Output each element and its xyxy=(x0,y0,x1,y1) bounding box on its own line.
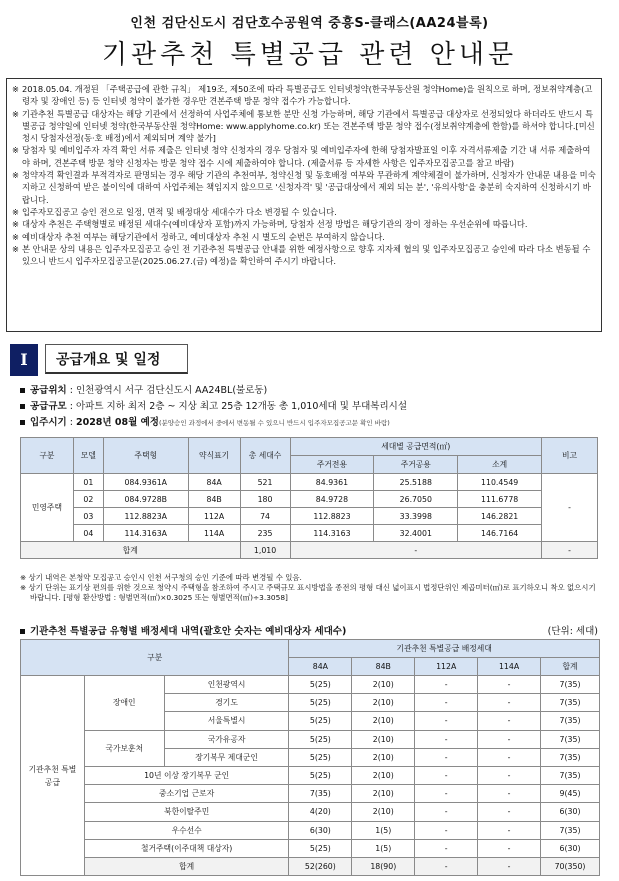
table-row xyxy=(21,525,598,542)
table-cell: 1(5) xyxy=(352,839,415,857)
table-cell: 02 xyxy=(73,491,103,508)
table-cell: 7(35) xyxy=(541,766,600,784)
supply-table xyxy=(20,437,598,559)
table-cell: - xyxy=(478,694,541,712)
table-cell: 110.4549 xyxy=(458,474,542,491)
table-cell: 114A xyxy=(188,525,240,542)
table-row xyxy=(21,508,598,525)
table-cell: 112A xyxy=(188,508,240,525)
table-cell: - xyxy=(542,542,598,559)
table-cell: - xyxy=(415,712,478,730)
table-cell: 84.9728 xyxy=(290,491,374,508)
table-cell: 서울특별시 xyxy=(164,712,289,730)
section-label: 공급개요 및 일정 xyxy=(45,344,188,374)
table-cell: 01 xyxy=(73,474,103,491)
table-cell: 84.9361 xyxy=(290,474,374,491)
table-cell: 33.3998 xyxy=(374,508,458,525)
table-cell: 25.5188 xyxy=(374,474,458,491)
table-cell: - xyxy=(478,730,541,748)
overview-scale: 공급규모 : 아파트 지하 최저 2층 ~ 지상 최고 25층 12개동 총 1,010세대 및 부대복리시설 xyxy=(20,399,407,415)
table-cell: 84A xyxy=(188,474,240,491)
table-cell: 6(30) xyxy=(541,803,600,821)
table-cell: 10년 이상 장기복무 군인 xyxy=(84,766,289,784)
table-cell: - xyxy=(478,766,541,784)
table-cell: 5(25) xyxy=(289,730,352,748)
table-cell: 장기복무 제대군인 xyxy=(164,748,289,766)
table-cell: 2(10) xyxy=(352,676,415,694)
table-cell: - xyxy=(478,785,541,803)
table-row xyxy=(21,474,598,491)
table-cell: - xyxy=(415,730,478,748)
document-title: 기관추천 특별공급 관련 안내문 xyxy=(101,40,518,70)
table-cell: 112.8823 xyxy=(290,508,374,525)
table-row xyxy=(21,821,600,839)
table-cell: - xyxy=(415,821,478,839)
table-cell: 26.7050 xyxy=(374,491,458,508)
table-cell: 1(5) xyxy=(352,821,415,839)
table-cell: 경기도 xyxy=(164,694,289,712)
table-cell: 6(30) xyxy=(541,839,600,857)
table-header-cell: 모델 xyxy=(73,438,103,474)
square-bullet-icon xyxy=(20,420,25,425)
square-bullet-icon xyxy=(20,388,25,393)
table-header-cell: 84A xyxy=(289,658,352,676)
table-header-cell: 구분 xyxy=(21,438,74,474)
table-cell: 5(25) xyxy=(289,676,352,694)
table-cell: - xyxy=(415,694,478,712)
table-cell: - xyxy=(290,542,542,559)
overview-location: 공급위치 : 인천광역시 서구 검단신도시 AA24BL(불로동) xyxy=(20,383,407,399)
table-cell: 084.9361A xyxy=(103,474,188,491)
table-cell: 235 xyxy=(240,525,290,542)
table-cell: 4(20) xyxy=(289,803,352,821)
overview-list xyxy=(20,383,407,431)
table-cell: 84B xyxy=(188,491,240,508)
table-cell: 합계 xyxy=(21,542,241,559)
table-sum-row xyxy=(21,542,598,559)
table-row xyxy=(21,785,600,803)
table-cell: 18(90) xyxy=(352,857,415,875)
table-cell: - xyxy=(478,712,541,730)
note-item: ※ 상기 단위는 표기상 편의를 위한 것으로 청약시 주택형을 참조하여 주시고 주택규모 표시방법을 종전의 평형 대신 넓이표시 법정단위인 제곱미터(㎡)로 표기하오니 착오 없으시기 바랍니다. [평형 환산방법 : 형별면적(㎡)×0.3025 또는 형별면적(㎡)÷3.3058] xyxy=(20,583,596,602)
table-cell: 인천광역시 xyxy=(164,676,289,694)
table-cell: 2(10) xyxy=(352,785,415,803)
table-cell: 5(25) xyxy=(289,839,352,857)
table-cell: 5(25) xyxy=(289,694,352,712)
table-header-cell: 112A xyxy=(415,658,478,676)
notice-box xyxy=(6,78,602,332)
table-cell: 084.9728B xyxy=(103,491,188,508)
table-cell: 146.7164 xyxy=(458,525,542,542)
table-cell: 03 xyxy=(73,508,103,525)
table-cell: 6(30) xyxy=(289,821,352,839)
table-cell: 2(10) xyxy=(352,712,415,730)
table-row xyxy=(21,766,600,784)
table-cell: 7(35) xyxy=(541,748,600,766)
table-cell: 5(25) xyxy=(289,766,352,784)
table-cell: 7(35) xyxy=(541,730,600,748)
table-header-cell: 총 세대수 xyxy=(240,438,290,474)
table-header-cell: 주거공용 xyxy=(374,456,458,474)
table-cell: 장애인 xyxy=(84,676,164,731)
notice-item: ※ 예비대상자 추천 여부는 해당기관에서 정하고, 예비대상자 추천 시 별도의 순번은 부여하지 않습니다. xyxy=(12,231,596,243)
table-cell: 70(350) xyxy=(541,857,600,875)
table-sum-row xyxy=(21,857,600,875)
table-header-cell: 세대별 공급면적(㎡) xyxy=(290,438,542,456)
table-cell: 7(35) xyxy=(541,676,600,694)
table-header-cell: 약식표기 xyxy=(188,438,240,474)
table-cell: - xyxy=(415,803,478,821)
table-row xyxy=(21,730,600,748)
table-cell: - xyxy=(415,676,478,694)
table-header-cell: 비고 xyxy=(542,438,598,474)
table-cell: - xyxy=(415,785,478,803)
table-row xyxy=(21,676,600,694)
table-row xyxy=(21,491,598,508)
table-cell: 32.4001 xyxy=(374,525,458,542)
table-cell: 7(35) xyxy=(541,712,600,730)
table-cell: 5(25) xyxy=(289,712,352,730)
table-cell: - xyxy=(415,748,478,766)
square-bullet-icon xyxy=(20,629,25,634)
notice-item: ※ 청약자격 확인결과 부적격자로 판명되는 경우 해당 기관의 추천여부, 청약신청 및 동호배정 여부와 무관하게 계약체결이 불가하며, 신청자가 안내문 내용을 미숙지하고 신청하여 받은 불이익에 대하여 사업주체는 책임지지 않으므로 '신청자격' 및 '공급대상에서 제외 되는 분', '유의사항'을 충분히 숙지하여 신청하시기 바랍니다. xyxy=(12,169,596,206)
table-header-cell: 114A xyxy=(478,658,541,676)
table-cell: 2(10) xyxy=(352,766,415,784)
table-cell: 7(35) xyxy=(541,821,600,839)
unit-label: (단위: 세대) xyxy=(547,626,598,637)
table-cell: - xyxy=(542,474,598,542)
table-cell: 52(260) xyxy=(289,857,352,875)
table-cell: - xyxy=(478,821,541,839)
table-cell: 우수선수 xyxy=(84,821,289,839)
notice-item: ※ 대상자 추천은 주택형별로 배정된 세대수(예비대상자 포함)까지 가능하며, 당첨자 선정 방법은 해당기관의 장이 정하는 우선순위에 따릅니다. xyxy=(12,218,596,230)
table-cell: 7(35) xyxy=(289,785,352,803)
table-cell: 111.6778 xyxy=(458,491,542,508)
allocation-table xyxy=(20,639,600,876)
table-cell: 철거주택(이주대책 대상자) xyxy=(84,839,289,857)
table-cell: 7(35) xyxy=(541,694,600,712)
table-cell: 국가보훈처 xyxy=(84,730,164,766)
table-cell: - xyxy=(415,766,478,784)
table-cell: 1,010 xyxy=(240,542,290,559)
table-cell: 국가유공자 xyxy=(164,730,289,748)
table-cell: 112.8823A xyxy=(103,508,188,525)
notice-item: ※ 기관추천 특별공급 대상자는 해당 기관에서 선정하여 사업주체에 통보한 분만 신청 가능하며, 해당 기관에서 특별공급 대상자로 선정되었다 하더라도 반드시 특별공급 청약일에 인터넷 청약(한국부동산원 청약Home: www.applyhome.co.kr) 또는 견본주택 방문 청약 접수(정보취약계층에 한함)를 하셔야 합니다.[미신청시 당첨자선정(동·호 배정)에서 제외되며 계약 불가] xyxy=(12,108,596,145)
table-cell: - xyxy=(478,803,541,821)
table-cell: 9(45) xyxy=(541,785,600,803)
table-cell: 민영주택 xyxy=(21,474,74,542)
table-header-cell: 주거전용 xyxy=(290,456,374,474)
table-header-cell: 구분 xyxy=(21,640,289,676)
table-cell: 5(25) xyxy=(289,748,352,766)
table-cell: - xyxy=(478,839,541,857)
note-item: ※ 상기 내역은 본청약 모집공고 승인시 인천 서구청의 승인 기준에 따라 변경될 수 있음. xyxy=(20,573,302,582)
table-cell: 521 xyxy=(240,474,290,491)
table-cell: 기관추천 특별공급 xyxy=(21,676,85,876)
notice-item: ※ 본 안내문 상의 내용은 입주자모집공고 승인 전 기관추천 특별공급 안내를 위한 예정사항으로 향후 지자체 협의 및 입주자모집공고 승인에 따라 다소 변동될 수 있으니 반드시 입주자모집공고문(2025.06.27.(금) 예정)을 확인하여 주시기 바랍니다. xyxy=(12,243,596,268)
alloc-title: 기관추천 특별공급 유형별 배정세대 내역(괄호안 숫자는 예비대상자 세대수) (단위: 세대) xyxy=(20,623,600,637)
table-cell: 합계 xyxy=(84,857,289,875)
square-bullet-icon xyxy=(20,404,25,409)
table-cell: 2(10) xyxy=(352,730,415,748)
table-cell: 114.3163A xyxy=(103,525,188,542)
table-cell: - xyxy=(478,676,541,694)
notice-item: ※ 2018.05.04. 개정된 「주택공급에 관한 규칙」 제19조, 제50조에 따라 특별공급도 인터넷청약(한국부동산원 청약Home)을 원칙으로 하며, 정보취약계층(고령자 및 장애인 등) 등 인터넷 청약이 불가한 경우만 견본주택 방문 청약 접수가 가능합니다. xyxy=(12,83,596,108)
table-cell: 2(10) xyxy=(352,803,415,821)
table-notes xyxy=(20,573,600,603)
document-subtitle: 인천 검단신도시 검단호수공원역 중흥S-클래스(AA24블록) xyxy=(130,16,489,31)
table-header-cell: 84B xyxy=(352,658,415,676)
table-cell: 114.3163 xyxy=(290,525,374,542)
table-cell: 04 xyxy=(73,525,103,542)
table-cell: 180 xyxy=(240,491,290,508)
table-header-cell: 주택형 xyxy=(103,438,188,474)
section-number: I xyxy=(10,344,38,376)
overview-move-in: 입주시기 : 2028년 08월 예정(분양승인 과정에서 중에서 변동될 수 있으니 반드시 입주자모집공고문 확인 바람) xyxy=(20,415,407,431)
table-row xyxy=(21,803,600,821)
notice-item: ※ 당첨자 및 예비입주자 자격 확인 서류 제출은 인터넷 청약 신청자의 경우 당첨자 및 예비입주자에 한해 당첨자발표일 이후 자격서류제출 기간 내 서류 제출하여야 하며, 견본주택 방문 청약 신청자는 방문 청약 접수 시에 제출하여야 합니다. (제출서류 등 자세한 사항은 입주자모집공고를 참고 바람) xyxy=(12,144,596,169)
table-cell: 2(10) xyxy=(352,694,415,712)
notice-item: ※ 입주자모집공고 승인 전으로 일정, 면적 및 배정대상 세대수가 다소 변경될 수 있습니다. xyxy=(12,206,596,218)
table-cell: 146.2821 xyxy=(458,508,542,525)
table-header-cell: 합계 xyxy=(541,658,600,676)
table-cell: 2(10) xyxy=(352,748,415,766)
table-header-cell: 소계 xyxy=(458,456,542,474)
table-cell: 74 xyxy=(240,508,290,525)
table-cell: 북한이탈주민 xyxy=(84,803,289,821)
table-cell: - xyxy=(478,857,541,875)
section-heading xyxy=(10,344,188,376)
table-cell: - xyxy=(478,748,541,766)
table-cell: - xyxy=(415,857,478,875)
table-row xyxy=(21,839,600,857)
table-cell: - xyxy=(415,839,478,857)
table-cell: 중소기업 근로자 xyxy=(84,785,289,803)
table-header-cell: 기관추천 특별공급 배정세대 xyxy=(289,640,600,658)
